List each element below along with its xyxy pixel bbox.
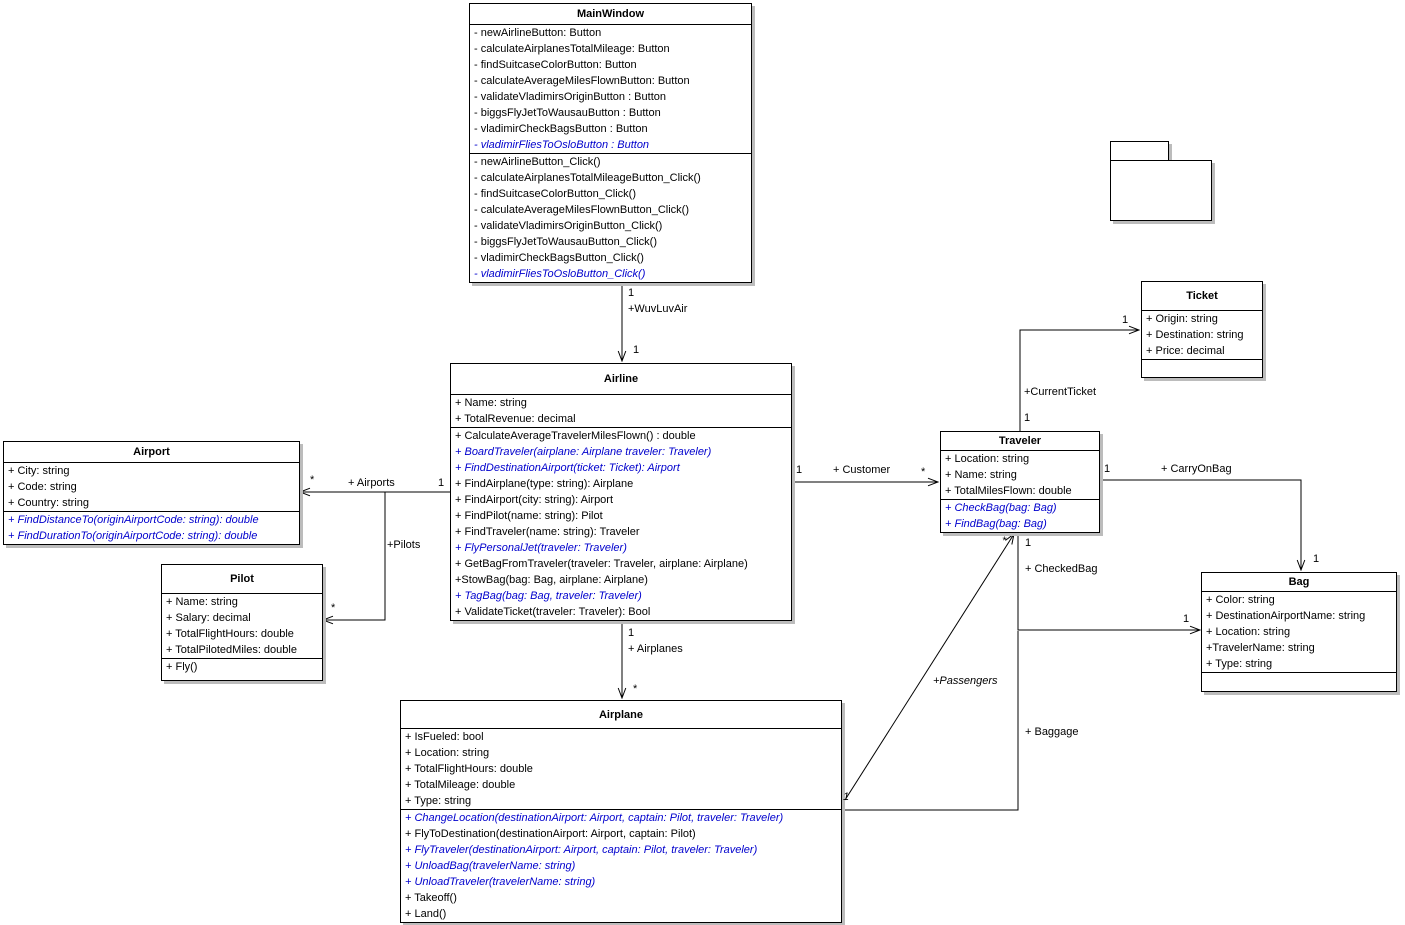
class-title-traveler[interactable]: Traveler bbox=[941, 432, 1099, 451]
member-airplane-methods-3[interactable]: + UnloadBag(travelerName: string) bbox=[405, 860, 576, 872]
member-mainwindow-attributes-2[interactable]: - findSuitcaseColorButton: Button bbox=[474, 59, 637, 71]
class-airline[interactable] bbox=[450, 363, 792, 621]
edge-label-wuvluvair-1: +WuvLuvAir bbox=[628, 303, 688, 315]
edge-label-passengers-0: 1 bbox=[843, 791, 850, 803]
class-mainwindow[interactable] bbox=[469, 3, 752, 283]
edge-label-carryonbag-2: 1 bbox=[1313, 553, 1320, 565]
class-traveler[interactable] bbox=[940, 431, 1100, 533]
edge-label-airports-0: 1 bbox=[438, 477, 445, 489]
member-mainwindow-methods-5[interactable]: - biggsFlyJetToWausauButton_Click() bbox=[474, 236, 657, 248]
member-pilot-attributes-2[interactable]: + TotalFlightHours: double bbox=[166, 628, 294, 640]
class-title-mainwindow[interactable]: MainWindow bbox=[470, 4, 751, 25]
member-mainwindow-methods-4[interactable]: - validateVladimirsOriginButton_Click() bbox=[474, 220, 663, 232]
member-airline-methods-1[interactable]: + BoardTraveler(airplane: Airplane traveler: Traveler) bbox=[455, 446, 712, 458]
member-mainwindow-methods-6[interactable]: - vladimirCheckBagsButton_Click() bbox=[474, 252, 644, 264]
member-airline-methods-7[interactable]: + FlyPersonalJet(traveler: Traveler) bbox=[455, 542, 627, 554]
class-ticket-attributes-section bbox=[1142, 311, 1262, 360]
class-pilot[interactable] bbox=[161, 564, 323, 681]
member-airport-attributes-1[interactable]: + Code: string bbox=[8, 481, 77, 493]
class-bag-methods-section bbox=[1202, 673, 1396, 691]
class-title-pilot[interactable]: Pilot bbox=[162, 565, 322, 594]
edge-label-baggage-0: + Baggage bbox=[1025, 726, 1079, 738]
edge-label-currentticket-1: 1 bbox=[1024, 412, 1031, 424]
class-airline-attributes-section bbox=[451, 395, 791, 428]
member-mainwindow-methods-1[interactable]: - calculateAirplanesTotalMileageButton_Click() bbox=[474, 172, 701, 184]
member-mainwindow-attributes-3[interactable]: - calculateAverageMilesFlownButton: Button bbox=[474, 75, 690, 87]
member-airline-methods-6[interactable]: + FindTraveler(name: string): Traveler bbox=[455, 526, 640, 538]
member-airline-methods-11[interactable]: + ValidateTicket(traveler: Traveler): Bool bbox=[455, 606, 651, 618]
class-traveler-attributes-section bbox=[941, 451, 1099, 500]
member-airplane-attributes-0[interactable]: + IsFueled: bool bbox=[405, 731, 484, 743]
edge-label-customer-0: 1 bbox=[796, 464, 803, 476]
member-bag-attributes-4[interactable]: + Type: string bbox=[1206, 658, 1273, 670]
member-mainwindow-attributes-6[interactable]: - vladimirCheckBagsButton : Button bbox=[474, 123, 648, 135]
class-title-ticket[interactable]: Ticket bbox=[1142, 282, 1262, 311]
edge-label-airplanes-0: 1 bbox=[628, 627, 635, 639]
member-pilot-attributes-1[interactable]: + Salary: decimal bbox=[166, 612, 251, 624]
member-ticket-attributes-2[interactable]: + Price: decimal bbox=[1146, 345, 1225, 357]
member-mainwindow-methods-0[interactable]: - newAirlineButton_Click() bbox=[474, 156, 601, 168]
member-airline-attributes-0[interactable]: + Name: string bbox=[455, 397, 527, 409]
class-airline-methods-section bbox=[451, 428, 791, 620]
edge-label-airplanes-1: + Airplanes bbox=[628, 643, 683, 655]
member-airline-attributes-1[interactable]: + TotalRevenue: decimal bbox=[455, 413, 576, 425]
class-pilot-methods-section bbox=[162, 659, 322, 680]
member-traveler-methods-0[interactable]: + CheckBag(bag: Bag) bbox=[945, 502, 1057, 514]
member-ticket-attributes-1[interactable]: + Destination: string bbox=[1146, 329, 1244, 341]
member-traveler-attributes-0[interactable]: + Location: string bbox=[945, 453, 1030, 465]
edge-label-carryonbag-0: 1 bbox=[1104, 463, 1111, 475]
class-airport-attributes-section bbox=[4, 463, 299, 512]
class-airplane-methods-section bbox=[401, 810, 841, 922]
member-traveler-methods-1[interactable]: + FindBag(bag: Bag) bbox=[945, 518, 1047, 530]
member-pilot-methods-0[interactable]: + Fly() bbox=[166, 661, 198, 673]
edge-label-passengers-1: * bbox=[1002, 535, 1007, 547]
class-title-airport[interactable]: Airport bbox=[4, 442, 299, 463]
member-traveler-attributes-1[interactable]: + Name: string bbox=[945, 469, 1017, 481]
member-airplane-attributes-4[interactable]: + Type: string bbox=[405, 795, 472, 807]
member-mainwindow-methods-3[interactable]: - calculateAverageMilesFlownButton_Click() bbox=[474, 204, 689, 216]
member-pilot-attributes-3[interactable]: + TotalPilotedMiles: double bbox=[166, 644, 297, 656]
edge-label-pilots-1: * bbox=[331, 602, 336, 614]
member-airplane-attributes-1[interactable]: + Location: string bbox=[405, 747, 490, 759]
class-traveler-methods-section bbox=[941, 500, 1099, 532]
edge-label-pilots-0: +Pilots bbox=[387, 539, 421, 551]
class-airport-methods-section bbox=[4, 512, 299, 544]
edge-label-customer-1: + Customer bbox=[833, 464, 891, 476]
member-airplane-attributes-3[interactable]: + TotalMileage: double bbox=[405, 779, 516, 791]
member-airplane-methods-0[interactable]: + ChangeLocation(destinationAirport: Airport, captain: Pilot, traveler: Traveler) bbox=[405, 812, 784, 824]
member-airline-methods-0[interactable]: + CalculateAverageTravelerMilesFlown() : double bbox=[455, 430, 696, 442]
member-bag-attributes-1[interactable]: + DestinationAirportName: string bbox=[1206, 610, 1366, 622]
member-airline-methods-10[interactable]: + TagBag(bag: Bag, traveler: Traveler) bbox=[455, 590, 642, 602]
edge-label-airports-1: + Airports bbox=[348, 477, 395, 489]
member-airport-methods-0[interactable]: + FindDistanceTo(originAirportCode: string): double bbox=[8, 514, 259, 526]
member-ticket-attributes-0[interactable]: + Origin: string bbox=[1146, 313, 1218, 325]
class-bag[interactable] bbox=[1201, 572, 1397, 692]
class-bag-attributes-section bbox=[1202, 592, 1396, 673]
edge-label-carryonbag-1: + CarryOnBag bbox=[1161, 463, 1232, 475]
class-mainwindow-methods-section bbox=[470, 154, 751, 282]
edge-label-currentticket-2: 1 bbox=[1122, 314, 1129, 326]
class-title-airplane[interactable]: Airplane bbox=[401, 701, 841, 729]
member-pilot-attributes-0[interactable]: + Name: string bbox=[166, 596, 238, 608]
member-mainwindow-attributes-0[interactable]: - newAirlineButton: Button bbox=[474, 27, 602, 39]
member-bag-attributes-3[interactable]: +TravelerName: string bbox=[1206, 642, 1315, 654]
member-airline-methods-5[interactable]: + FindPilot(name: string): Pilot bbox=[455, 510, 603, 522]
member-airline-methods-9[interactable]: +StowBag(bag: Bag, airplane: Airplane) bbox=[455, 574, 648, 586]
member-mainwindow-attributes-4[interactable]: - validateVladimirsOriginButton : Button bbox=[474, 91, 666, 103]
class-title-airline[interactable]: Airline bbox=[451, 364, 791, 395]
edge-label-checkedbag-1: + CheckedBag bbox=[1025, 563, 1098, 575]
member-airport-methods-1[interactable]: + FindDurationTo(originAirportCode: string): double bbox=[8, 530, 258, 542]
edge-label-checkedbag-2: 1 bbox=[1183, 613, 1190, 625]
class-pilot-attributes-section bbox=[162, 594, 322, 659]
member-airport-attributes-0[interactable]: + City: string bbox=[8, 465, 70, 477]
edge-label-wuvluvair-2: 1 bbox=[633, 344, 640, 356]
edge-label-currentticket-0: +CurrentTicket bbox=[1024, 386, 1097, 398]
member-airplane-methods-5[interactable]: + Takeoff() bbox=[405, 892, 457, 904]
member-airplane-methods-1[interactable]: + FlyToDestination(destinationAirport: Airport, captain: Pilot) bbox=[405, 828, 696, 840]
class-ticket-methods-section bbox=[1142, 360, 1262, 377]
member-airline-methods-4[interactable]: + FindAirport(city: string): Airport bbox=[455, 494, 614, 506]
member-mainwindow-attributes-7[interactable]: - vladimirFliesToOsloButton : Button bbox=[474, 139, 650, 151]
member-airport-attributes-2[interactable]: + Country: string bbox=[8, 497, 90, 509]
member-airline-methods-2[interactable]: + FindDestinationAirport(ticket: Ticket): Airport bbox=[455, 462, 680, 474]
member-traveler-attributes-2[interactable]: + TotalMilesFlown: double bbox=[945, 485, 1072, 497]
member-airline-methods-8[interactable]: + GetBagFromTraveler(traveler: Traveler, airplane: Airplane) bbox=[455, 558, 748, 570]
class-airplane-attributes-section bbox=[401, 729, 841, 810]
member-mainwindow-attributes-1[interactable]: - calculateAirplanesTotalMileage: Button bbox=[474, 43, 670, 55]
member-mainwindow-methods-7[interactable]: - vladimirFliesToOsloButton_Click() bbox=[474, 268, 646, 280]
class-title-bag[interactable]: Bag bbox=[1202, 573, 1396, 592]
member-bag-attributes-2[interactable]: + Location: string bbox=[1206, 626, 1291, 638]
member-airplane-methods-6[interactable]: + Land() bbox=[405, 908, 447, 920]
edge-label-airports-2: * bbox=[310, 474, 315, 486]
class-ticket[interactable] bbox=[1141, 281, 1263, 378]
class-mainwindow-attributes-section bbox=[470, 25, 751, 154]
member-bag-attributes-0[interactable]: + Color: string bbox=[1206, 594, 1275, 606]
class-airplane[interactable] bbox=[400, 700, 842, 923]
edge-label-checkedbag-0: 1 bbox=[1025, 537, 1032, 549]
member-airplane-methods-2[interactable]: + FlyTraveler(destinationAirport: Airport, captain: Pilot, traveler: Traveler) bbox=[405, 844, 758, 856]
edge-label-customer-2: * bbox=[921, 466, 926, 478]
member-airline-methods-3[interactable]: + FindAirplane(type: string): Airplane bbox=[455, 478, 634, 490]
edge-label-passengers-2: +Passengers bbox=[933, 675, 998, 687]
class-airport[interactable] bbox=[3, 441, 300, 545]
edge-label-airplanes-2: * bbox=[633, 683, 638, 695]
member-mainwindow-attributes-5[interactable]: - biggsFlyJetToWausauButton : Button bbox=[474, 107, 661, 119]
member-airplane-methods-4[interactable]: + UnloadTraveler(travelerName: string) bbox=[405, 876, 596, 888]
edge-label-wuvluvair-0: 1 bbox=[628, 287, 635, 299]
member-airplane-attributes-2[interactable]: + TotalFlightHours: double bbox=[405, 763, 533, 775]
member-mainwindow-methods-2[interactable]: - findSuitcaseColorButton_Click() bbox=[474, 188, 637, 200]
